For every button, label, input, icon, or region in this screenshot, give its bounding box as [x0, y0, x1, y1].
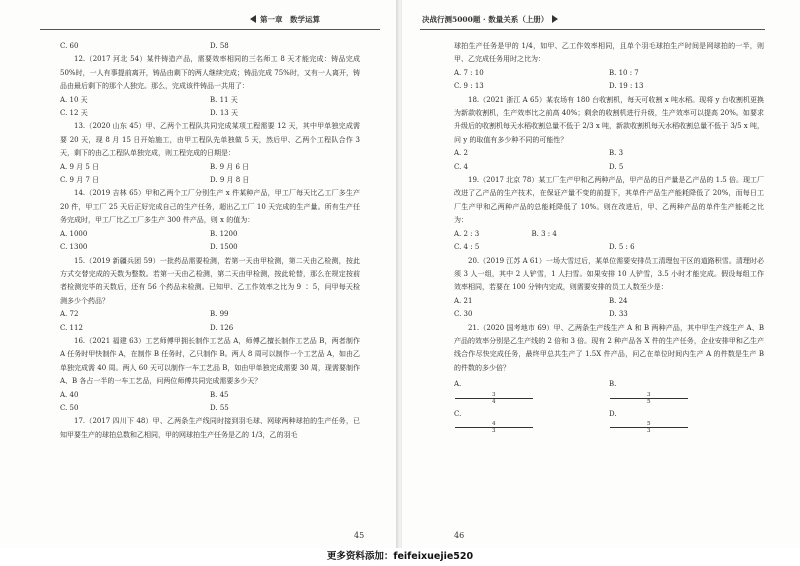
option-row: [60, 241, 360, 254]
option-text: C. 50: [60, 403, 79, 412]
option-text: C. 30: [454, 310, 473, 319]
left-header-triangle-icon: [250, 15, 256, 23]
option-row: [454, 228, 764, 241]
option-text: B. 3 : 4: [531, 229, 557, 238]
fraction-numerator: 3: [455, 392, 533, 399]
option-text: D. 9 月 8 日: [210, 176, 250, 185]
question-text: 13.（2020 山东 45）甲、乙两个工程队共同完成某项工程需要 12 天，其中甲单独完成需要 20 天，现 8 月 15 日开始施工，由甲工程队先单独做 5 天，然后甲、乙两个工程队合作 3 天，剩下的由乙工程队单独完成，则工程完成的日期是：: [60, 122, 360, 158]
right-header-title: 决战行测5000题 · 数量关系（上册）: [422, 14, 549, 24]
option-row: [60, 322, 360, 335]
option-row: [454, 241, 764, 254]
left-header-title: 第一章 数学运算: [260, 14, 320, 24]
option-row: [60, 40, 360, 53]
option-letter: A.: [454, 380, 462, 389]
option-text: B. 10 : 7: [609, 68, 639, 77]
option-text: B. 24: [609, 296, 628, 305]
question-text: 20.（2019 江苏 A 61）一场大雪过后，某单位需要安排员工清理包干区的道路积雪。清理时必须 3 人一组，其中 2 人铲雪，1 人扫雪。如果安排 10 人铲雪，3.5 小时才能完成。假设每组工作效率相同，若要在 100 分钟内完成，则需要安排的员工人数至少是：: [454, 256, 764, 292]
question-text: 18.（2021 浙江 A 65）某农场有 180 台收割机，每天可收割 x 吨水稻。现将 y 台收割机更换为新款收割机，生产效率比之前高 40%；剩余的收割机进行升级，生产效率可以提高 20%。如要求升级后的收割机每天水稻收割总量不低于 2/3 x 吨，新款收割机每天水稻收割总量不低于 3/5 x 吨，问 y 的取值有多少种不同的可能性？: [454, 95, 764, 144]
question-text: 19.（2017 北京 78）某工厂生产甲和乙两种产品，甲产品的日产量是乙产品的 1.5 倍。现工厂改进了乙产品的生产技术，在保证产量不变的前提下，其单件产品生产能耗降低了 20%，而每日工厂生产甲和乙两种产品的总能耗降低了 10%。则在改进后，甲、乙两种产品的单件生产能耗之比为：: [454, 176, 764, 225]
question-text: 16.（2021 福建 63）工艺师傅甲拥长制作工艺品 A，师傅乙擅长制作工艺品 B，两者制作 A 任务时甲快制作 A，在制作 B 任务时，乙只制作 B。两人 8 周可以制作一个工艺品 A，如由乙单独完成需 40 周。两人 60 天可以制作一车工艺品 B，如由甲单独完成需要 30 周，现需要制作 A、B 各占一半的一车工艺品，问两位师傅共同完成需要多少天？: [60, 336, 360, 386]
option-text: A. 72: [60, 310, 79, 319]
right-column: [454, 40, 764, 437]
option-fraction: [454, 378, 609, 404]
fraction: [610, 421, 688, 434]
question-text: 球拍生产任务是甲的 1/4，如甲、乙工作效率相同，且单个羽毛球拍生产时间是网球拍的一半，则甲、乙完成任务用时之比为：: [454, 42, 764, 64]
option-row: [454, 378, 764, 404]
option-text: A. 21: [454, 296, 473, 305]
option-text: A. 10 天: [60, 95, 88, 104]
fraction: [455, 421, 533, 434]
option-row: [60, 389, 360, 402]
option-row: [454, 161, 764, 174]
option-text: D. 33: [609, 310, 628, 319]
option-row: [454, 67, 764, 80]
left-page: [0, 0, 398, 548]
option-text: [609, 228, 687, 241]
option-row: [60, 174, 360, 187]
option-text: A. 2: [454, 149, 468, 158]
fraction-denominator: 5: [646, 398, 651, 405]
option-text: D. 55: [210, 403, 229, 412]
option-text: A. 7 : 10: [454, 68, 484, 77]
option-row: [454, 147, 764, 160]
option-text: D. 1500: [210, 243, 238, 252]
right-page: [402, 0, 800, 548]
right-header: [422, 12, 558, 26]
left-header: [250, 12, 320, 26]
option-text: B. 3: [609, 149, 624, 158]
question-text: 12.（2017 河北 54）某件铸造产品，需要效率相同的三名师工 8 天才能完成：铸品完成 50%时，一人有事提前离开，铸品由剩下的两人继续完成；铸品完成 75%时，又有一人离开，铸品由最后剩下的那个人独完。那么，完成该件铸品一共用了：: [60, 55, 360, 91]
option-row: [60, 94, 360, 107]
fraction-numerator: 4: [455, 421, 533, 428]
option-fraction: [609, 408, 764, 434]
fraction: [455, 392, 533, 405]
option-fraction: [609, 378, 764, 404]
option-text: C. 4: [454, 162, 469, 171]
option-text: A. 1000: [60, 229, 88, 238]
right-header-triangle-icon: [552, 15, 558, 23]
option-fraction: [454, 408, 609, 434]
fraction-numerator: 3: [610, 392, 688, 399]
left-page-number: 45: [354, 531, 365, 540]
question-text: 21.（2020 国考地市 69）甲、乙两条生产线生产 A 和 B 两种产品，其中甲生产线生产 A、B 产品的效率分别是乙生产线的 2 倍和 3 倍。现有 2 种产品各 X 件的生产任务，企业安排甲和乙生产线合作尽快完成任务，最终甲总共生产了 1.5X 件产品，问乙在单位时间内生产 A 的件数是生产 B 的件数的多少倍？: [454, 323, 764, 372]
option-row: [454, 80, 764, 93]
option-text: C. 4 : 5: [454, 243, 480, 252]
left-column: [60, 40, 360, 442]
option-text: A. 40: [60, 390, 79, 399]
option-text: C. 9 : 13: [454, 82, 484, 91]
option-letter: D.: [609, 409, 617, 418]
option-text: C. 12 天: [60, 109, 88, 118]
option-row: [454, 295, 764, 308]
option-letter: C.: [454, 409, 462, 418]
option-text: C. 1300: [60, 243, 88, 252]
option-text: D. 13 天: [210, 109, 238, 118]
option-row: [454, 308, 764, 321]
right-header-rule: [420, 29, 765, 30]
fraction: [610, 392, 688, 405]
option-row: [60, 228, 360, 241]
fraction-denominator: 4: [491, 398, 496, 405]
footer-watermark-text: 更多资料添加：feifeixuejie520: [326, 551, 474, 562]
option-row: [60, 107, 360, 120]
question-text: 14.（2019 吉林 65）甲和乙两个工厂分别生产 x 件某种产品，甲工厂每天比乙工厂多生产 20 件，甲工厂 25 天后正好完成自己的生产任务，超出乙工厂 10 天完成的生产量。所有生产任务完成时，甲工厂比乙工厂多生产 300 件产品，则 x 的值为：: [60, 189, 360, 225]
fraction-denominator: 3: [491, 427, 496, 434]
option-row: [454, 408, 764, 434]
option-text: D. 5: [609, 162, 624, 171]
option-text: C. 112: [60, 323, 83, 332]
option-text: [687, 228, 765, 241]
option-text: C. 60: [60, 42, 79, 50]
option-row: [60, 308, 360, 321]
fraction-numerator: 5: [610, 421, 688, 428]
question-text: 15.（2019 新疆兵团 59）一批药品需要检测，若第一天由甲检测，第二天由乙检测，按此方式交替完成的天数为整数。若第一天由乙检测，第二天由甲检测，按此轮替，那么在规定按前者检测完毕的天数后，还有 56 个药品未检测。已知甲、乙工作效率之比为 9 ∶ 5，问甲每天检测多少个药品？: [60, 256, 360, 305]
option-text: D. 126: [210, 323, 234, 332]
option-text: B. 11 天: [210, 95, 238, 104]
option-text: A. 9 月 5 日: [60, 162, 100, 171]
option-row: [60, 402, 360, 415]
option-text: D. 19 : 13: [609, 82, 644, 91]
option-text: B. 99: [210, 310, 229, 319]
fraction-denominator: 3: [646, 427, 651, 434]
option-text: D. 5 : 6: [609, 243, 635, 252]
left-header-rule: [40, 29, 380, 30]
right-page-number: 46: [454, 531, 465, 540]
question-text: 17.（2017 四川下 48）甲、乙两条生产线同时接到羽毛球、网球两种球拍的生产任务，已知甲要生产的球拍总数和乙相同，甲的网球拍生产任务是乙的 1/3，乙的羽毛: [60, 417, 360, 439]
option-text: A. 2 : 3: [454, 229, 480, 238]
option-text: D. 58: [210, 42, 229, 50]
option-text: B. 1200: [210, 229, 238, 238]
option-text: B. 9 月 6 日: [210, 162, 250, 171]
option-text: C. 9 月 7 日: [60, 176, 100, 185]
option-text: B. 45: [210, 390, 229, 399]
option-letter: B.: [609, 380, 617, 389]
option-row: [60, 161, 360, 174]
